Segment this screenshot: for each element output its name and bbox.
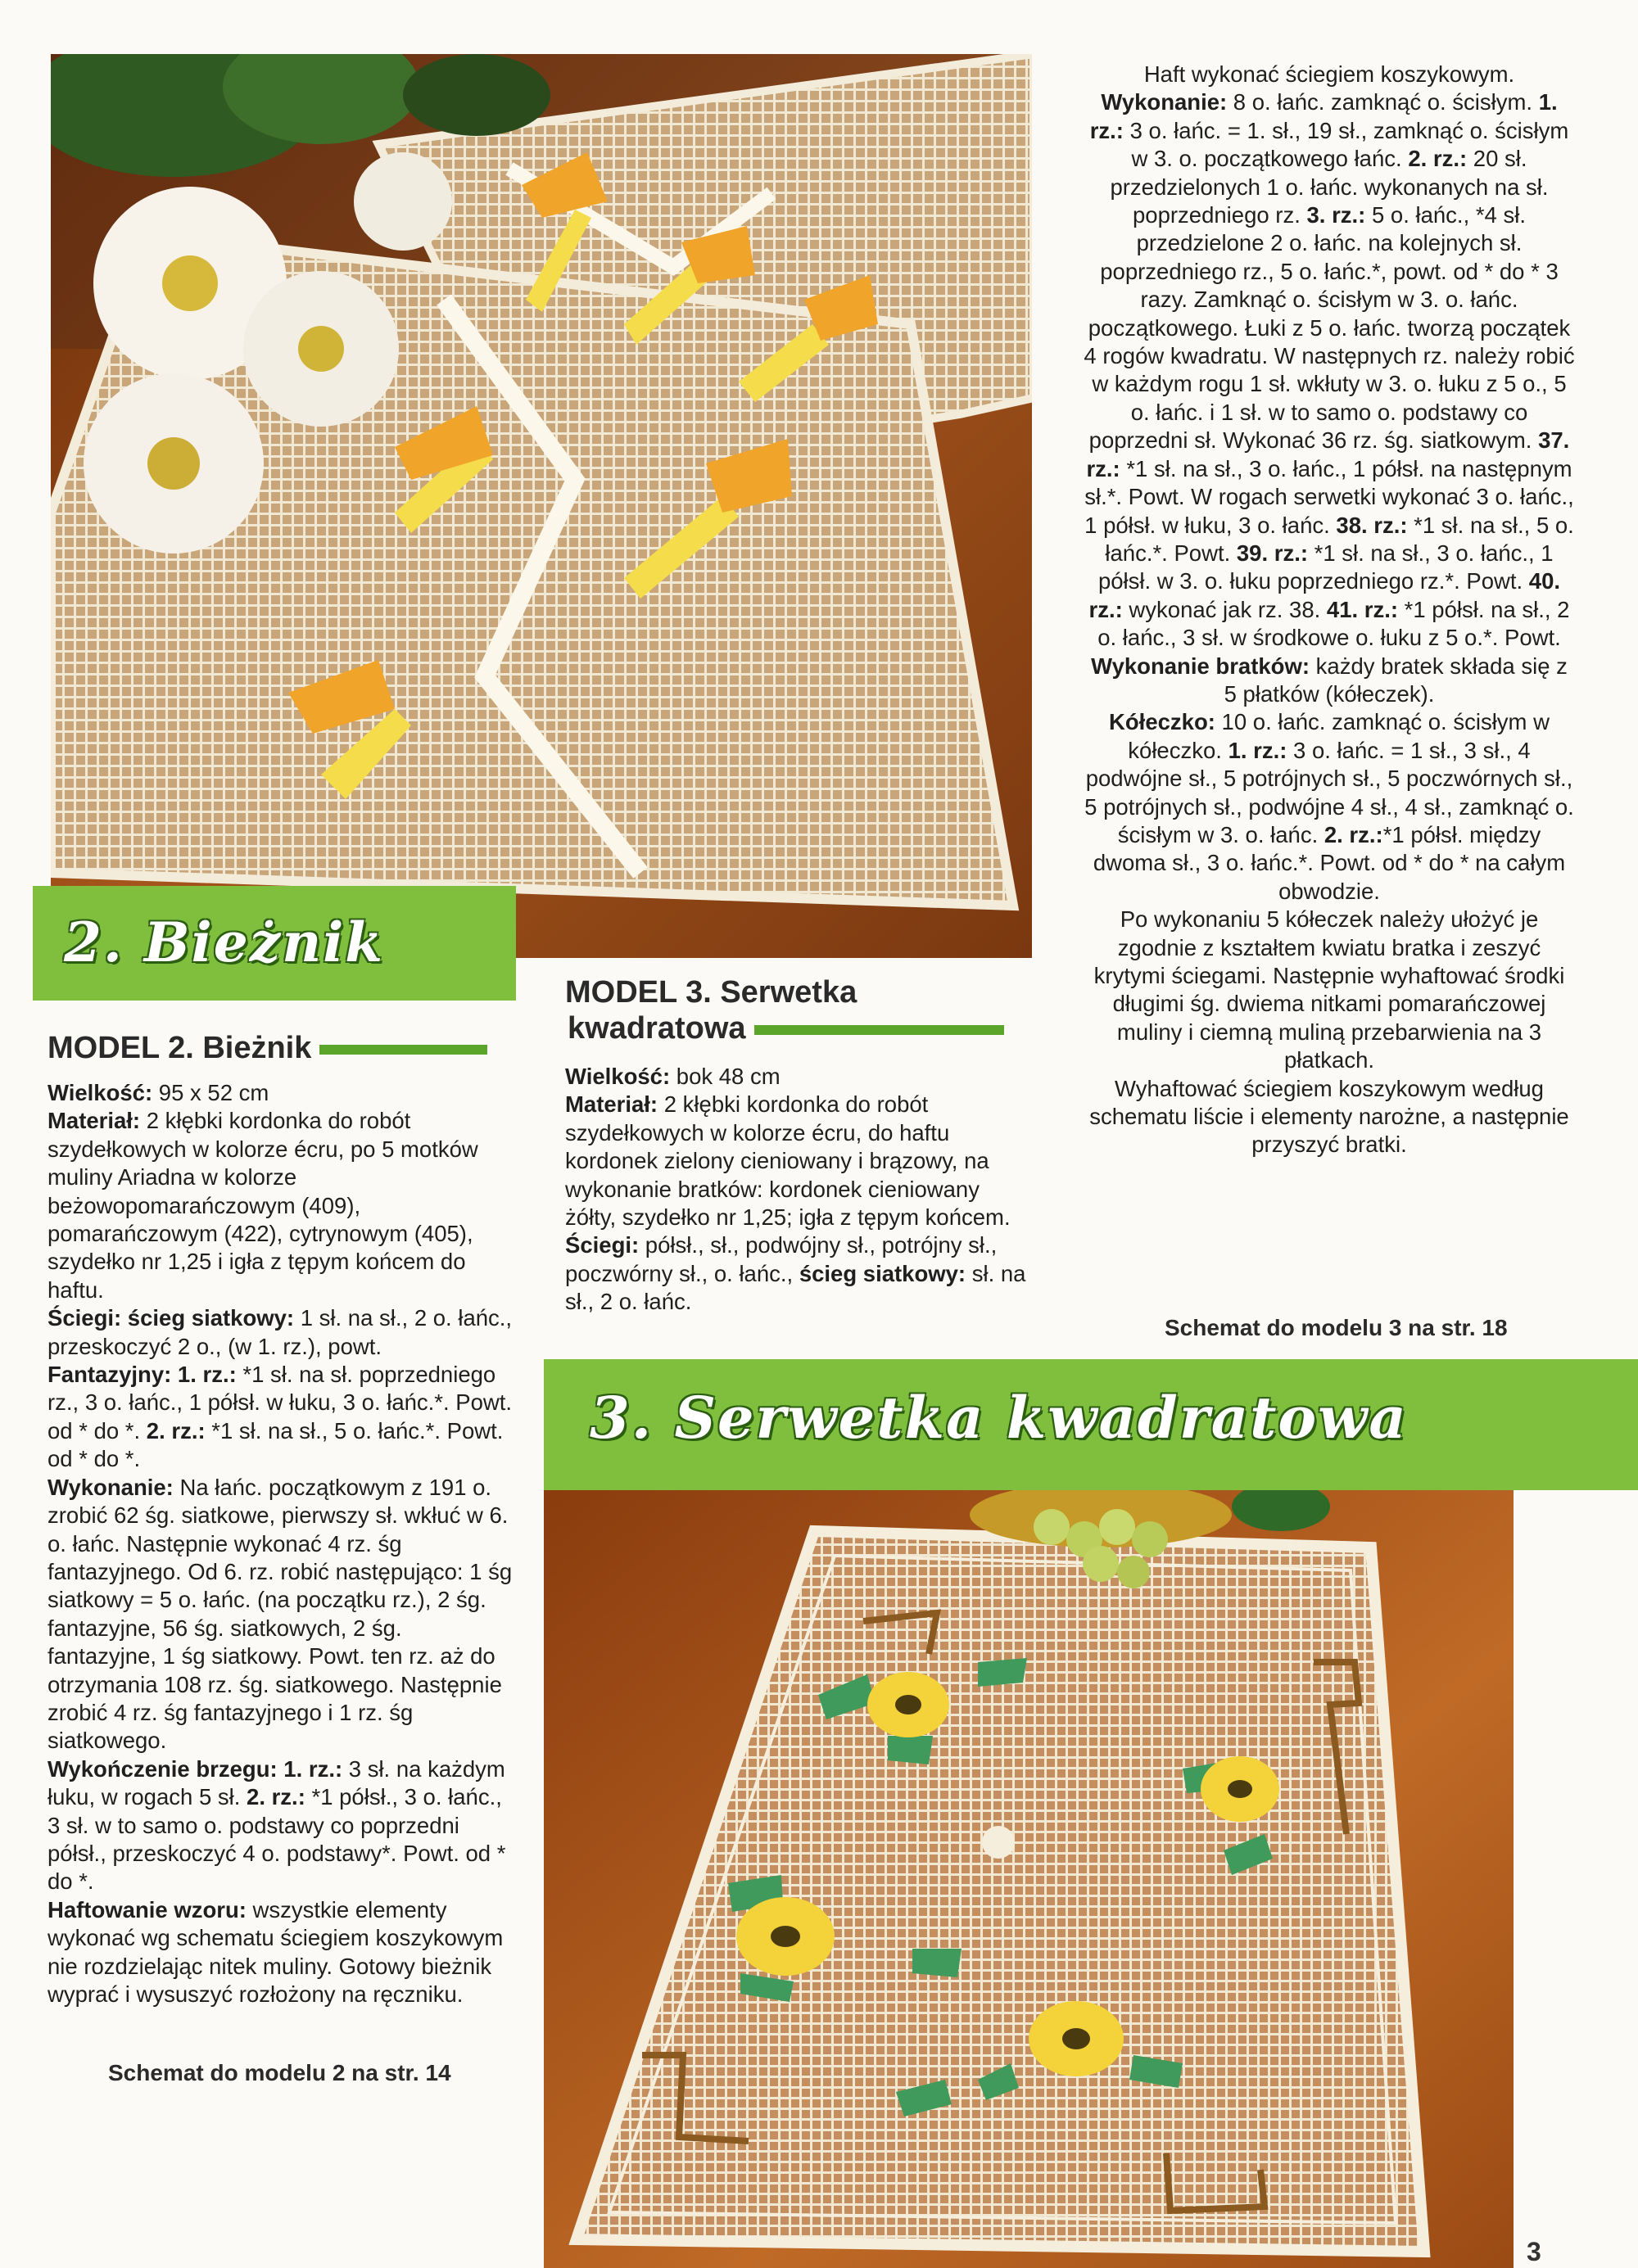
model3-size: Wielkość: bok 48 cm: [565, 1064, 781, 1089]
model2-instructions: Wykonanie: Na łańc. początkowym z 191 o. zrobić 62 śg. siatkowe, pierwszy sł. wkłuć w 6. o. łańc. Następnie wykonać 4 rz. śg fantazyjnego. Od 6. rz. robić następująco: 1 śg siatkowy = 5 o. łańc. (na początku rz.), 2 śg. fantazyjne, 56 śg. siatkowych, 2 śg. fantazyjne, 1 śg siatkowy. Powt. ten rz. aż do otrzymania 108 rz. śg. siatkowego. Następnie zrobić 4 rz. śg fantazyjnego i 1 rz. śg siatkowego.: [48, 1474, 513, 1754]
model3-body: [565, 1063, 1034, 1317]
model2-banner-title: 2. Bieżnik: [64, 910, 384, 974]
right-pansies: Wykonanie bratków: każdy bratek składa się z 5 płatków (kółeczek).: [1091, 653, 1568, 707]
model2-body: [48, 1079, 516, 2008]
right-circle: Kółeczko: 10 o. łańc. zamknąć o. ścisłym w kółeczko. 1. rz.: 3 o. łańc. = 1 sł., 3 sł., 4 podwójne sł., 5 potrójnych sł., 5 poczwórnych sł., 5 potrójnych sł., podwójne 4 sł., 4 sł., zamknąć o. ścisłym w 3. o. łańc. 2. rz.:*1 półsł. między dwoma sł., 3 o. łańc.*. Powt. od * do * na całym obwodzie.: [1084, 709, 1574, 904]
model2-stitches: Ściegi: ścieg siatkowy: 1 sł. na sł., 2 o. łańc., przeskoczyć 2 o., (w 1. rz.), powt.: [48, 1305, 513, 1359]
model3-stitches: Ściegi: półsł., sł., podwójny sł., potrójny sł., poczwórny sł., o. łańc., ścieg siatkowy: sł. na sł., 2 o. łańc.: [565, 1232, 1026, 1315]
right-column-body: [1084, 61, 1575, 1159]
model2-edging: Wykończenie brzegu: 1. rz.: 3 sł. na każdym łuku, w rogach 5 sł. 2. rz.: *1 półsł., 3 o. łańc., 3 sł. w to samo o. podstawy co poprzedni półsł., przeskoczyć 4 o. podstawy*. Powt. od * do *.: [48, 1755, 506, 1895]
right-instructions: Wykonanie: 8 o. łańc. zamknąć o. ścisłym. 1. rz.: 3 o. łańc. = 1. sł., 19 sł., zamknąć o. ścisłym w 3. o. początkowego łańc. 2. rz.: 20 sł. przedzielonych 1 o. łańc. wykonanych na sł. poprzedniego rz. 3. rz.: 5 o. łańc., *4 sł. przedzielone 2 o. łańc. na kolejnych sł. poprzedniego rz., 5 o. łańc.*, powt. od * do * 3 razy. Zamknąć o. ścisłym w 3. o. łańc. początkowego. Łuki z 5 o. łańc. tworzą początek 4 rogów kwadratu. W następnych rz. należy robić w każdym rogu 1 sł. wkłuty w 3. o. łuku z 5 o., 5 o. łańc. i 1 sł. w to samo o. podstawy co poprzedni sł. Wykonać 36 rz. śg. siatkowym. 37. rz.: *1 sł. na sł., 3 o. łańc., 1 półsł. na następnym sł.*. Powt. W rogach serwetki wykonać 3 o. łańc., 1 półsł. w łuku, 3 o. łańc. 38. rz.: *1 sł. na sł., 5 o. łańc.*. Powt. 39. rz.: *1 sł. na sł., 3 o. łańc., 1 półsł. w 3. o. łuku poprzedniego rz.*. Powt. 40. rz.: wykonać jak rz. 38. 41. rz.: *1 półsł. na sł., 2 o. łańc., 3 sł. w środkowe o. łuku z 5 o.*. Powt.: [1084, 89, 1575, 651]
model3-schema-ref: Schemat do modelu 3 na str. 18: [1165, 1315, 1508, 1340]
model3-banner-title: 3. Serwetka kwadratowa: [590, 1384, 1408, 1452]
model2-schema-ref: Schemat do modelu 2 na str. 14: [108, 2060, 451, 2085]
right-assembly: Po wykonaniu 5 kółeczek należy ułożyć je zgodnie z kształtem kwiatu bratka i zeszyć krytymi ściegami. Następnie wyhaftować środki długimi śg. dwiema nitkami pomarańczowej muliny i ciemną muliną przebarwienia na 3 płatkach.: [1093, 906, 1565, 1073]
model3-heading-line2: kwadratowa: [568, 1011, 746, 1046]
right-finish: Wyhaftować ściegiem koszykowym według schematu liście i elementy narożne, a następnie przyszyć bratki.: [1089, 1075, 1569, 1158]
runner-photo: [51, 54, 1032, 958]
model2-size: Wielkość: 95 x 52 cm: [48, 1080, 269, 1105]
model3-material: Materiał: 2 kłębki kordonka do robót szydełkowych w kolorze écru, do haftu kordonek zielony cieniowany i brązowy, na wykonanie bratków: kordonek cieniowany żółty, szydełko nr 1,25; igła z tępym końcem.: [565, 1091, 1011, 1231]
model2-material: Materiał: 2 kłębki kordonka do robót szydełkowych w kolorze écru, po 5 motków muliny Ariadna w kolorze beżowopomarańczowym (409), pomarańczowym (422), cytrynowym (405), szydełko nr 1,25 i igła z tępym końcem do haftu.: [48, 1108, 478, 1303]
model3-heading-line1: MODEL 3. Serwetka: [565, 975, 857, 1010]
right-embroidery-note: Haft wykonać ściegiem koszykowym.: [1143, 61, 1515, 87]
model2-fancy-stitch: Fantazyjny: 1. rz.: *1 sł. na sł. poprzedniego rz., 3 o. łańc., 1 półsł. w łuku, 3 o. łańc.*. Powt. od * do *. 2. rz.: *1 sł. na sł., 5 o. łańc.*. Powt. od * do *.: [48, 1362, 513, 1472]
page-number: 3: [1527, 2237, 1541, 2266]
doily-photo: [544, 1490, 1514, 2268]
model2-heading: [48, 1030, 531, 1066]
model3-heading: [565, 974, 1057, 1046]
model2-embroidery: Haftowanie wzoru: wszystkie elementy wykonać wg schematu ściegiem koszykowym nie rozdzielając nitek muliny. Gotowy bieżnik wyprać i wysuszyć rozłożony na ręczniku.: [48, 1896, 504, 2007]
model2-heading-text: MODEL 2. Bieżnik: [48, 1031, 312, 1065]
